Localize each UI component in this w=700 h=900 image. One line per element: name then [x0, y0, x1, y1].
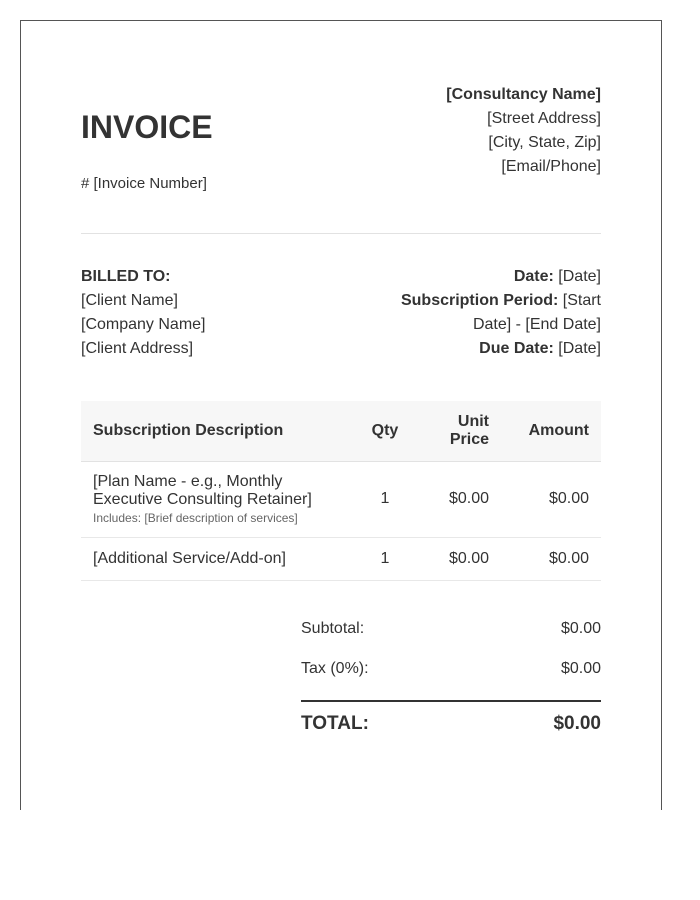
date-label: Date: [513, 268, 554, 285]
due-date-value: [Date] [553, 340, 601, 357]
subtotal-value: $0.00 [560, 620, 601, 637]
subtotal-label: Subtotal: [301, 620, 365, 637]
row-amount: $0.00 [505, 537, 601, 580]
header-unit-price-line2: Price [449, 430, 489, 448]
company-contact: [Email/Phone] [501, 158, 601, 175]
invoice-title: INVOICE [81, 109, 213, 145]
row-qty: 1 [355, 461, 415, 537]
row-unit-price: $0.00 [415, 461, 505, 537]
row-amount: $0.00 [505, 461, 601, 537]
company-block [446, 83, 601, 179]
date-value: [Date] [553, 268, 601, 285]
tax-line [301, 659, 601, 679]
tax-label: Tax (0%): [301, 660, 369, 677]
total-line [301, 714, 601, 734]
line-items-table [81, 401, 601, 581]
total-divider [301, 700, 601, 702]
total-value: $0.00 [553, 713, 601, 734]
table-row [81, 461, 601, 537]
row-qty: 1 [355, 537, 415, 580]
header-divider [81, 233, 601, 234]
due-date-label: Due Date: [479, 340, 554, 357]
period-line [401, 289, 601, 313]
header-qty: Qty [355, 401, 415, 461]
row-description: [Additional Service/Add-on] [81, 537, 355, 580]
invoice-number: # [Invoice Number] [81, 175, 207, 192]
row-description-note: Includes: [Brief description of services] [93, 510, 298, 525]
billed-to-block [81, 265, 206, 361]
header-amount: Amount [505, 401, 601, 461]
date-line [401, 265, 601, 289]
header-description: Subscription Description [81, 401, 355, 461]
header-unit-price [415, 401, 505, 461]
company-city: [City, State, Zip] [488, 134, 601, 151]
client-company: [Company Name] [81, 316, 206, 333]
period-label: Subscription Period: [400, 292, 559, 309]
table-header-row [81, 401, 601, 461]
tax-value: $0.00 [560, 660, 601, 677]
row-description-cell [81, 461, 355, 537]
header-unit-price-line1: Unit [457, 412, 489, 430]
row-description: [Plan Name - e.g., Monthly Executive Consulting Retainer] [93, 472, 312, 508]
row-unit-price: $0.00 [415, 537, 505, 580]
total-label: TOTAL: [301, 713, 369, 734]
table-row [81, 537, 601, 580]
company-street: [Street Address] [487, 110, 601, 127]
client-address: [Client Address] [81, 340, 194, 357]
invoice-content [81, 21, 601, 810]
client-name: [Client Name] [81, 292, 178, 309]
invoice-meta-block [401, 265, 601, 361]
period-value-end: Date] - [End Date] [472, 316, 601, 333]
period-value-start: [Start [558, 292, 601, 309]
due-date-line [401, 337, 601, 361]
billed-to-label: BILLED TO: [81, 268, 171, 285]
company-name: [Consultancy Name] [446, 86, 601, 103]
invoice-page [20, 20, 662, 810]
subtotal-line [301, 619, 601, 639]
